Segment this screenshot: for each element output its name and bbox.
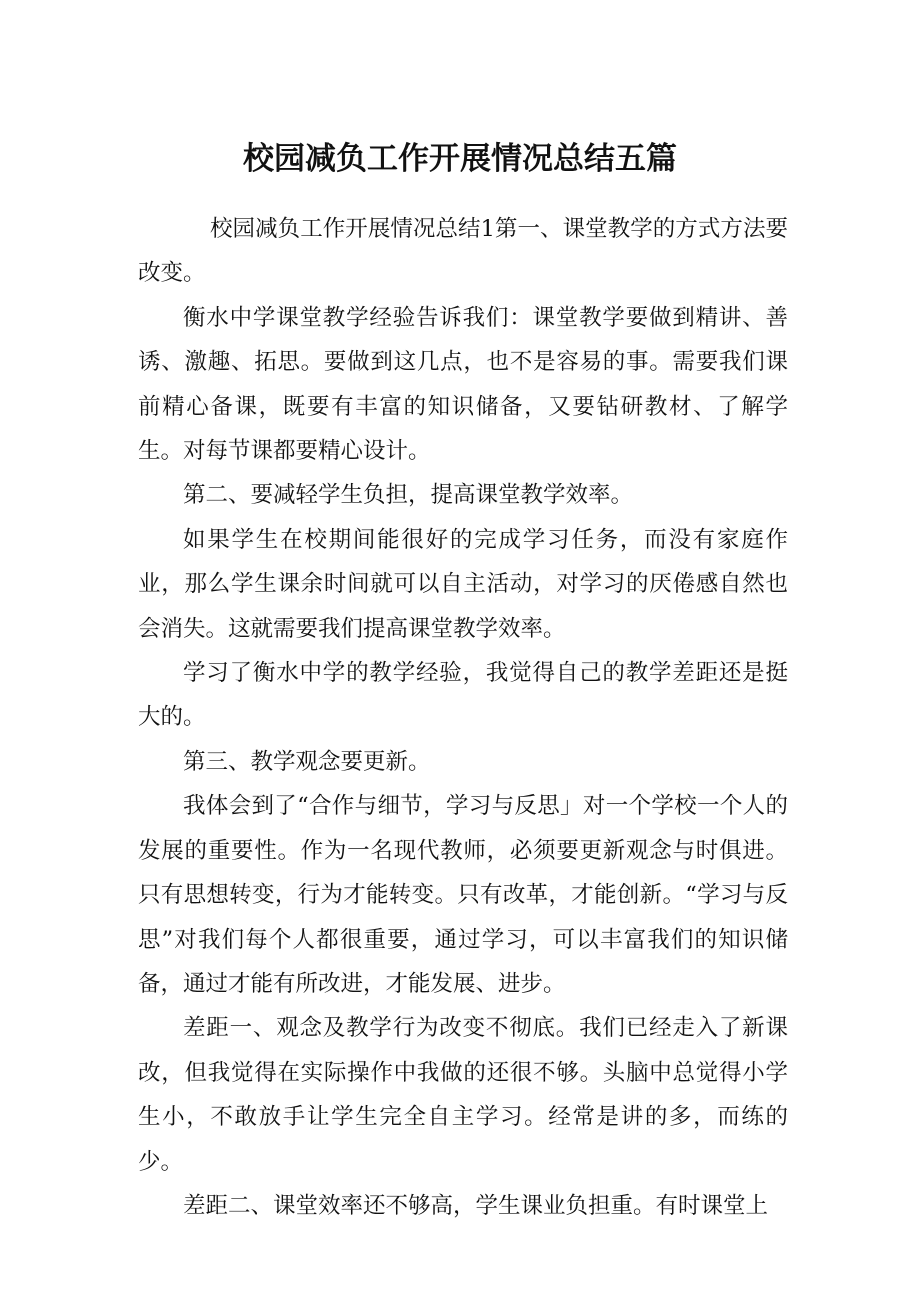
paragraph-3: 第二、要减轻学生负担，提高课堂教学效率。 (183, 482, 634, 509)
paragraph-4: 如果学生在校期间能很好的完成学习任务，而没有家庭作业，那么学生课余时间就可以自主活动，对学习的厌倦感自然也会消失。这就需要我们提高课堂教学效率。 (138, 526, 788, 642)
document-body (138, 207, 788, 1228)
paragraph-7: 我体会到了“合作与细节，学习与反思」对一个学校一个人的发展的重要性。作为一名现代教师，必须要更新观念与时俱进。只有思想转变，行为才能转变。只有改革，才能创新。“学习与反思”对我们每个人都很重要，通过学习，可以丰富我们的知识储备，通过才能有所改进，才能发展、进步。 (138, 793, 788, 997)
paragraph-2: 衡水中学课堂教学经验告诉我们：课堂教学要做到精讲、善诱、激趣、拓思。要做到这几点，也不是容易的事。需要我们课前精心备课，既要有丰富的知识储备，又要钻研教材、了解学生。对每节课都要精心设计。 (138, 304, 788, 465)
paragraph-1: 校园减负工作开展情况总结1第一、课堂教学的方式方法要改变。 (138, 216, 788, 287)
paragraph-9: 差距二、课堂效率还不够高，学生课业负担重。有时课堂上 (183, 1192, 769, 1219)
paragraph-5: 学习了衡水中学的教学经验，我觉得自己的教学差距还是挺大的。 (138, 660, 788, 731)
document-title: 校园减负工作开展情况总结五篇 (243, 140, 677, 177)
paragraph-6: 第三、教学观念要更新。 (183, 748, 431, 775)
paragraph-8: 差距一、观念及教学行为改变不彻底。我们已经走入了新课改，但我觉得在实际操作中我做的还很不够。头脑中总觉得小学生小，不敢放手让学生完全自主学习。经常是讲的多，而练的少。 (138, 1015, 788, 1175)
